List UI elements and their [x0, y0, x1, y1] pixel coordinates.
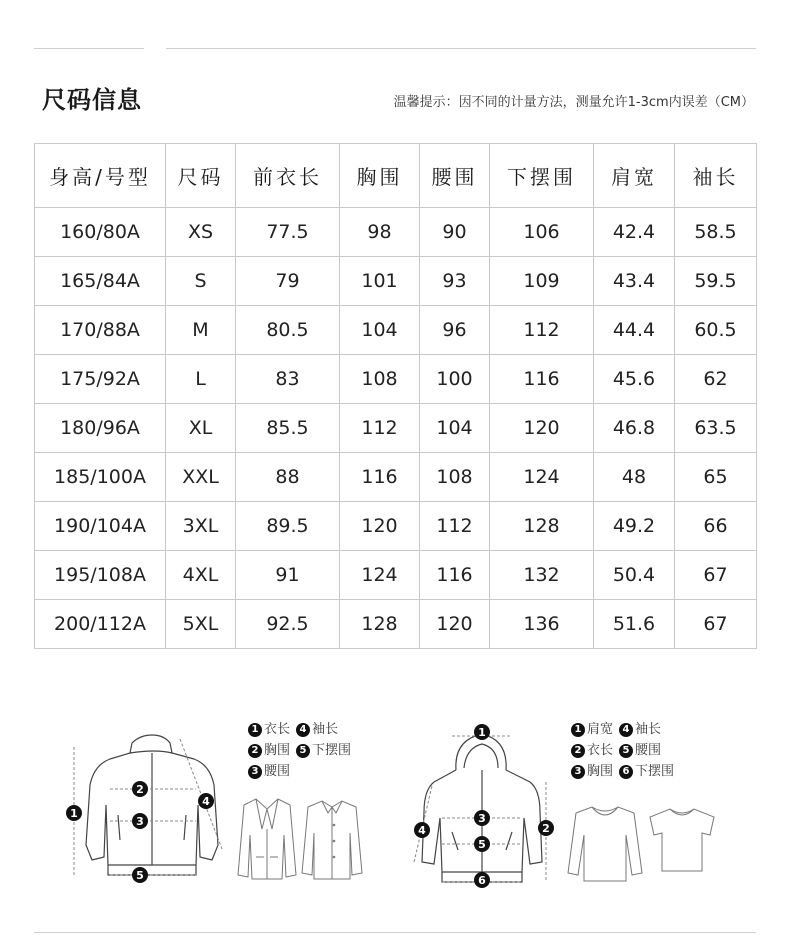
svg-text:2: 2 — [542, 822, 550, 835]
legend-item — [619, 720, 661, 740]
legend-label: 袖长 — [635, 722, 662, 737]
table-cell: 101 — [340, 257, 420, 306]
header-sleeve: 袖长 — [675, 144, 757, 208]
measurement-marker — [474, 724, 490, 740]
legend-number-badge: 4 — [296, 723, 310, 737]
table-cell: 120 — [420, 600, 490, 649]
legend-number-badge: 2 — [248, 744, 262, 758]
legend-label: 胸围 — [264, 743, 291, 758]
legend-item — [248, 720, 290, 740]
table-row — [35, 453, 757, 502]
table-row — [35, 306, 757, 355]
table-cell: S — [166, 257, 236, 306]
table-cell: 132 — [490, 551, 594, 600]
table-cell: 180/96A — [35, 404, 166, 453]
svg-text:1: 1 — [70, 807, 78, 820]
legend-item — [248, 741, 290, 761]
table-cell: 116 — [490, 355, 594, 404]
table-cell: 79 — [236, 257, 340, 306]
table-row — [35, 502, 757, 551]
legend-label: 衣长 — [264, 722, 291, 737]
table-cell: XS — [166, 208, 236, 257]
svg-text:6: 6 — [478, 874, 486, 887]
measurement-marker — [414, 822, 430, 838]
table-cell: 112 — [420, 502, 490, 551]
table-row — [35, 600, 757, 649]
table-cell: 91 — [236, 551, 340, 600]
legend-left — [248, 719, 378, 782]
table-cell: 92.5 — [236, 600, 340, 649]
header-hem: 下摆围 — [490, 144, 594, 208]
measurement-marker — [132, 813, 148, 829]
table-cell: 93 — [420, 257, 490, 306]
table-cell: XL — [166, 404, 236, 453]
measurement-marker — [474, 872, 490, 888]
legend-item — [296, 720, 338, 740]
legend-label: 腰围 — [635, 743, 662, 758]
table-row — [35, 257, 757, 306]
table-cell: 112 — [340, 404, 420, 453]
legend-number-badge: 3 — [571, 765, 585, 779]
table-cell: 165/84A — [35, 257, 166, 306]
legend-label: 肩宽 — [587, 722, 614, 737]
table-cell: 44.4 — [594, 306, 675, 355]
table-cell: 50.4 — [594, 551, 675, 600]
svg-text:5: 5 — [136, 869, 144, 882]
legend-item — [571, 720, 613, 740]
header-chest: 胸围 — [340, 144, 420, 208]
table-cell: 185/100A — [35, 453, 166, 502]
table-cell: L — [166, 355, 236, 404]
table-cell: 65 — [675, 453, 757, 502]
legend-label: 胸围 — [587, 764, 614, 779]
legend-label: 袖长 — [312, 722, 339, 737]
legend-label: 下摆围 — [312, 743, 352, 758]
table-cell: 46.8 — [594, 404, 675, 453]
table-cell: 116 — [420, 551, 490, 600]
svg-text:4: 4 — [418, 824, 426, 837]
top-rule-left — [34, 48, 144, 49]
table-cell: 83 — [236, 355, 340, 404]
table-cell: 170/88A — [35, 306, 166, 355]
table-cell: 66 — [675, 502, 757, 551]
table-cell: 59.5 — [675, 257, 757, 306]
table-cell: 45.6 — [594, 355, 675, 404]
legend-item — [619, 741, 661, 761]
legend-item — [571, 762, 613, 782]
table-cell: 58.5 — [675, 208, 757, 257]
shirt-icon — [300, 797, 364, 881]
table-cell: 67 — [675, 551, 757, 600]
table-header-row — [35, 144, 757, 208]
table-row — [35, 208, 757, 257]
legend-number-badge: 5 — [296, 744, 310, 758]
table-cell: 63.5 — [675, 404, 757, 453]
table-cell: M — [166, 306, 236, 355]
table-cell: 42.4 — [594, 208, 675, 257]
legend-label: 下摆围 — [635, 764, 675, 779]
table-cell: 104 — [340, 306, 420, 355]
table-cell: 106 — [490, 208, 594, 257]
table-cell: 43.4 — [594, 257, 675, 306]
measurement-marker — [132, 867, 148, 883]
table-cell: 5XL — [166, 600, 236, 649]
svg-text:3: 3 — [136, 815, 144, 828]
table-row — [35, 404, 757, 453]
legend-number-badge: 3 — [248, 765, 262, 779]
size-table — [34, 143, 757, 649]
legend-number-badge: 1 — [248, 723, 262, 737]
measurement-marker — [474, 836, 490, 852]
table-cell: 4XL — [166, 551, 236, 600]
table-cell: 62 — [675, 355, 757, 404]
table-cell: 108 — [420, 453, 490, 502]
table-row — [35, 355, 757, 404]
table-cell: 67 — [675, 600, 757, 649]
top-rule-right — [166, 48, 756, 49]
header-size: 尺码 — [166, 144, 236, 208]
measurement-marker — [198, 793, 214, 809]
jacket-diagram-icon — [60, 725, 240, 895]
table-cell: XXL — [166, 453, 236, 502]
table-cell: 120 — [490, 404, 594, 453]
table-cell: 175/92A — [35, 355, 166, 404]
table-cell: 108 — [340, 355, 420, 404]
table-cell: 89.5 — [236, 502, 340, 551]
table-cell: 60.5 — [675, 306, 757, 355]
table-cell: 112 — [490, 306, 594, 355]
header-shoulder: 肩宽 — [594, 144, 675, 208]
legend-item — [571, 741, 613, 761]
svg-text:3: 3 — [478, 812, 486, 825]
tshirt-icon — [646, 805, 718, 873]
header-front-length: 前衣长 — [236, 144, 340, 208]
table-cell: 3XL — [166, 502, 236, 551]
table-cell: 190/104A — [35, 502, 166, 551]
table-cell: 98 — [340, 208, 420, 257]
table-cell: 49.2 — [594, 502, 675, 551]
table-cell: 160/80A — [35, 208, 166, 257]
table-cell: 200/112A — [35, 600, 166, 649]
measurement-marker — [474, 810, 490, 826]
table-cell: 128 — [340, 600, 420, 649]
table-cell: 195/108A — [35, 551, 166, 600]
legend-label: 衣长 — [587, 743, 614, 758]
legend-number-badge: 5 — [619, 744, 633, 758]
svg-text:4: 4 — [202, 795, 210, 808]
table-row — [35, 551, 757, 600]
table-cell: 88 — [236, 453, 340, 502]
legend-right — [571, 719, 701, 782]
table-cell: 124 — [490, 453, 594, 502]
table-cell: 116 — [340, 453, 420, 502]
legend-item — [248, 762, 290, 782]
legend-number-badge: 1 — [571, 723, 585, 737]
legend-label: 腰围 — [264, 764, 291, 779]
measurement-marker — [66, 805, 82, 821]
measurement-marker — [132, 781, 148, 797]
table-cell: 80.5 — [236, 306, 340, 355]
svg-text:5: 5 — [478, 838, 486, 851]
table-cell: 100 — [420, 355, 490, 404]
table-cell: 48 — [594, 453, 675, 502]
sweater-icon — [566, 803, 644, 883]
table-cell: 104 — [420, 404, 490, 453]
hoodie-diagram-icon — [410, 722, 570, 894]
legend-number-badge: 4 — [619, 723, 633, 737]
table-cell: 85.5 — [236, 404, 340, 453]
svg-text:2: 2 — [136, 783, 144, 796]
table-cell: 77.5 — [236, 208, 340, 257]
legend-item — [296, 741, 351, 761]
measurement-tip: 温馨提示：因不同的计量方法，测量允许1-3cm内误差（CM） — [393, 95, 754, 110]
legend-item — [619, 762, 674, 782]
blazer-icon — [236, 795, 298, 881]
page-title: 尺码信息 — [42, 86, 142, 114]
legend-number-badge: 2 — [571, 744, 585, 758]
table-cell: 136 — [490, 600, 594, 649]
table-cell: 109 — [490, 257, 594, 306]
table-cell: 90 — [420, 208, 490, 257]
svg-text:1: 1 — [478, 726, 486, 739]
table-cell: 51.6 — [594, 600, 675, 649]
legend-number-badge: 6 — [619, 765, 633, 779]
header-waist: 腰围 — [420, 144, 490, 208]
table-cell: 124 — [340, 551, 420, 600]
header-height-type: 身高/号型 — [35, 144, 166, 208]
bottom-rule — [34, 932, 756, 933]
measurement-marker — [538, 820, 554, 836]
table-cell: 128 — [490, 502, 594, 551]
table-cell: 120 — [340, 502, 420, 551]
table-cell: 96 — [420, 306, 490, 355]
